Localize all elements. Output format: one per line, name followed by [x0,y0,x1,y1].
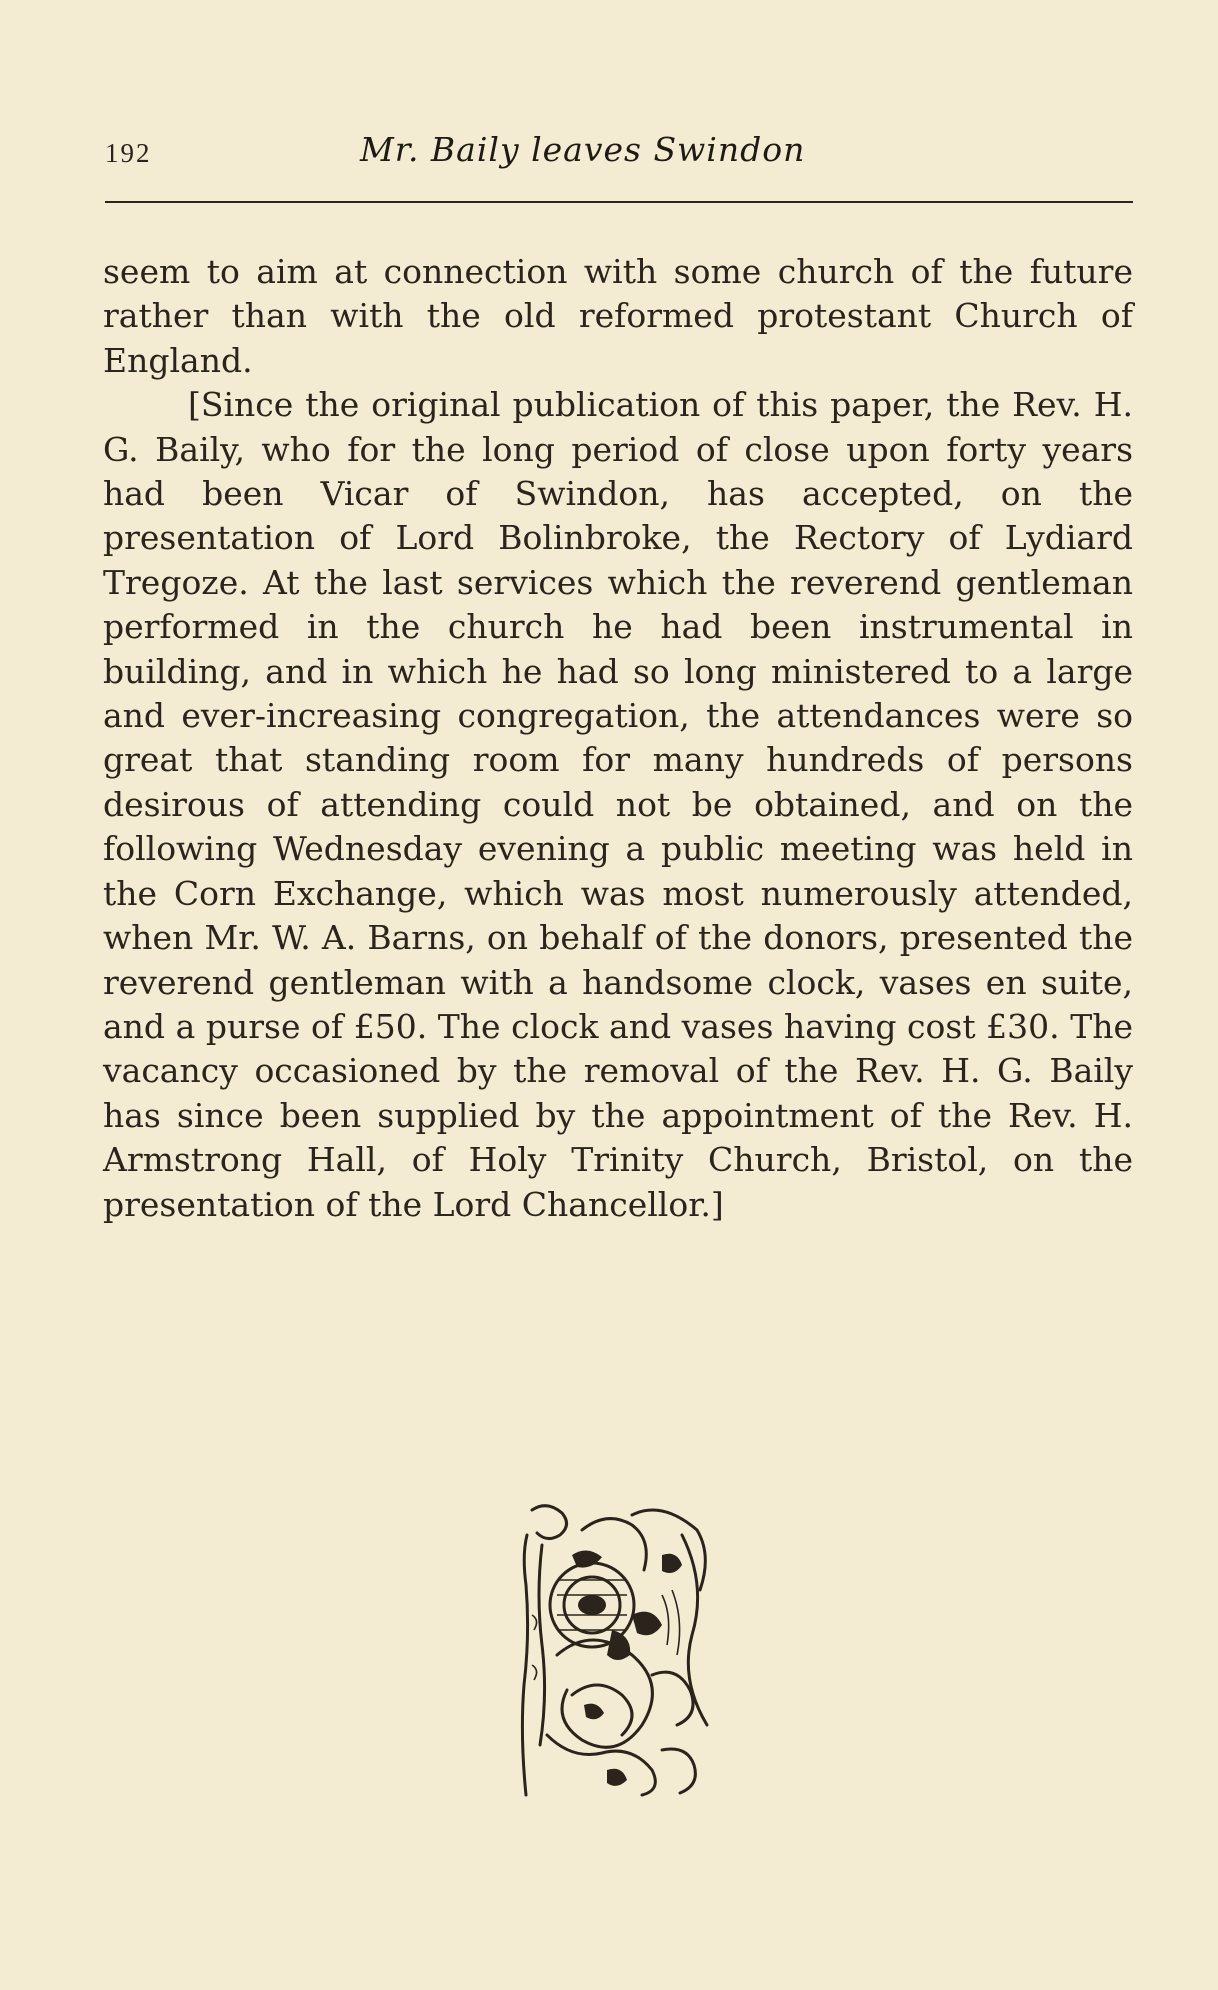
body-text [103,250,1133,1227]
paragraph-note: [Since the original publication of this paper, the Rev. H. G. Baily, who for the long period of close upon forty years had been Vicar of Swindon, has accepted, on the presentation of Lord Bolinbroke, the Rectory of Lydiard Tregoze. At the last services which the reverend gentleman performed in the church he had been instrumental in building, and in which he had so long ministered to a large and ever-increasing congregation, the attendances were so great that standing room for many hundreds of persons desirous of attending could not be obtained, and on the following Wednesday evening a public meeting was held in the Corn Exchange, which was most numerously attended, when Mr. W. A. Barns, on behalf of the donors, presented the reverend gentleman with a handsome clock, vases en suite, and a purse of £50. The clock and vases having cost £30. The vacancy occasioned by the removal of the Rev. H. G. Baily has since been supplied by the appointment of the Rev. H. Armstrong Hall, of Holy Trinity Church, Bristol, on the presentation of the Lord Chancellor.] [103,385,1133,1224]
paragraph-continuation: seem to aim at connection with some church of the future rather than with the old reformed protestant Church of England. [103,252,1133,380]
celtic-knotwork-tailpiece-icon [512,1495,722,1805]
page-header [105,128,1135,188]
running-title: Mr. Baily leaves Swindon [360,130,806,169]
page-number: 192 [105,138,152,168]
header-rule [105,201,1133,203]
